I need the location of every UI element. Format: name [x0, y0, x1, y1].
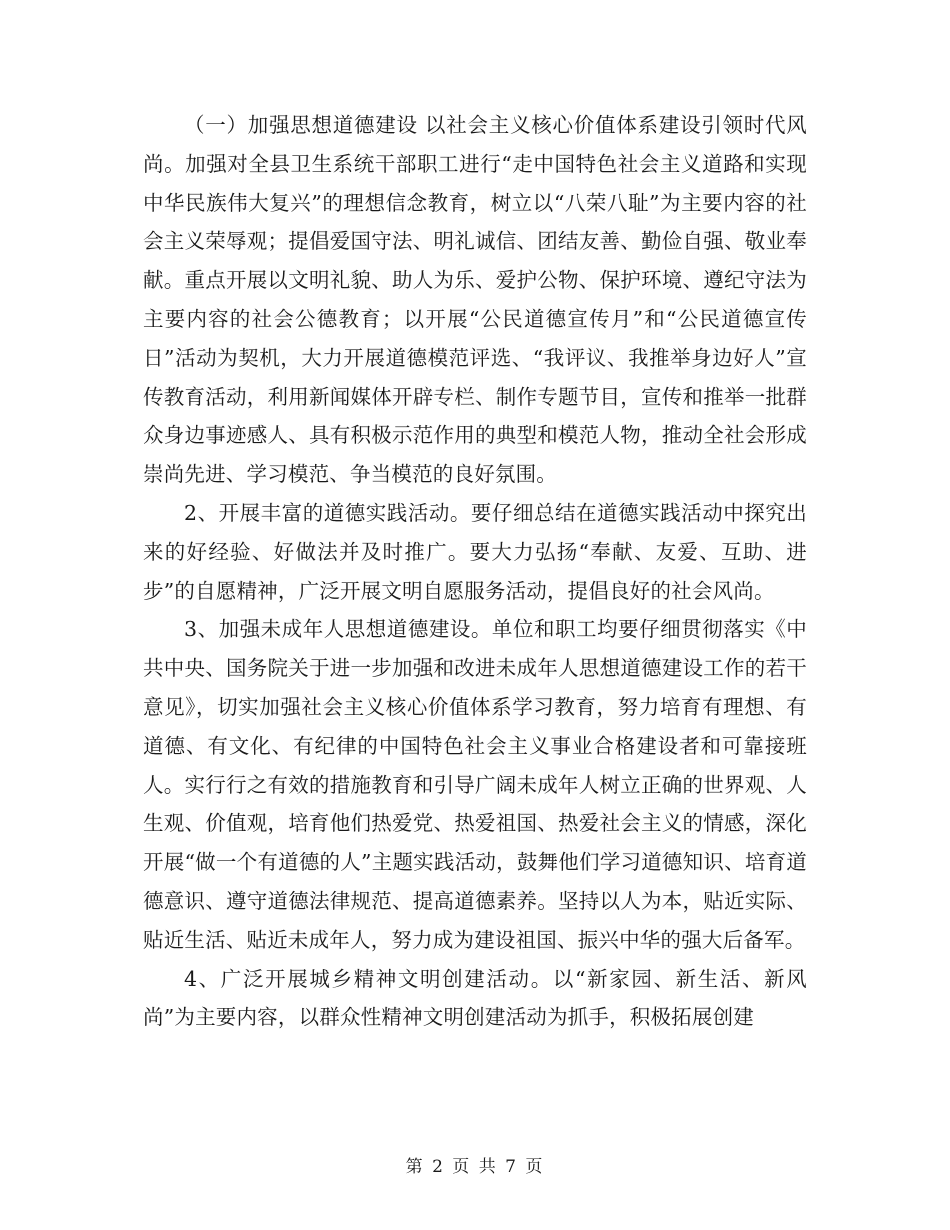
paragraph-moral-practice-activities: 2、开展丰富的道德实践活动。要仔细总结在道德实践活动中探究出来的好经验、好做法并及时推广。要大力弘扬“奉献、友爱、互助、进步”的自愿精神，广泛开展文明自愿服务活动，提倡良好的社会风尚。	[143, 500, 807, 603]
paragraph-minors-moral-construction: 3、加强未成年人思想道德建设。单位和职工均要仔细贯彻落实《中共中央、国务院关于进一步加强和改进未成年人思想道德建设工作的若干意见》，切实加强社会主义核心价值体系学习教育，努力培育有理想、有道德、有文化、有纪律的中国特色社会主义事业合格建设者和可靠接班人。实行行之有效的措施教育和引导广阔未成年人树立正确的世界观、人生观、价值观，培育他们热爱党、热爱祖国、热爱社会主义的情感，深化开展“做一个有道德的人”主题实践活动，鼓舞他们学习道德知识、培育道德意识、遵守道德法律规范、提高道德素养。坚持以人为本，贴近实际、贴近生活、贴近未成年人，努力成为建设祖国、振兴中华的强大后备军。	[143, 617, 807, 952]
paragraph-spiritual-civilization-activities: 4、广泛开展城乡精神文明创建活动。以“新家园、新生活、新风尚”为主要内容，以群众性精神文明创建活动为抓手，积极拓展创建	[143, 966, 807, 1030]
page-number-footer: 第 2 页 共 7 页	[405, 1157, 545, 1177]
document-body	[143, 106, 807, 1037]
paragraph-ideological-moral-construction: （一）加强思想道德建设 以社会主义核心价值体系建设引领时代风尚。加强对全县卫生系统干部职工进行“走中国特色社会主义道路和实现中华民族伟大复兴”的理想信念教育，树立以“八荣八耻”为主要内容的社会主义荣辱观；提倡爱国守法、明礼诚信、团结友善、勤俭自强、敬业奉献。重点开展以文明礼貌、助人为乐、爱护公物、保护环境、遵纪守法为主要内容的社会公德教育；以开展“公民道德宣传月”和“公民道德宣传日”活动为契机，大力开展道德模范评选、“我评议、我推举身边好人”宣传教育活动，利用新闻媒体开辟专栏、制作专题节目，宣传和推举一批群众身边事迹感人、具有积极示范作用的典型和模范人物，推动全社会形成崇尚先进、学习模范、争当模范的良好氛围。	[143, 113, 807, 487]
